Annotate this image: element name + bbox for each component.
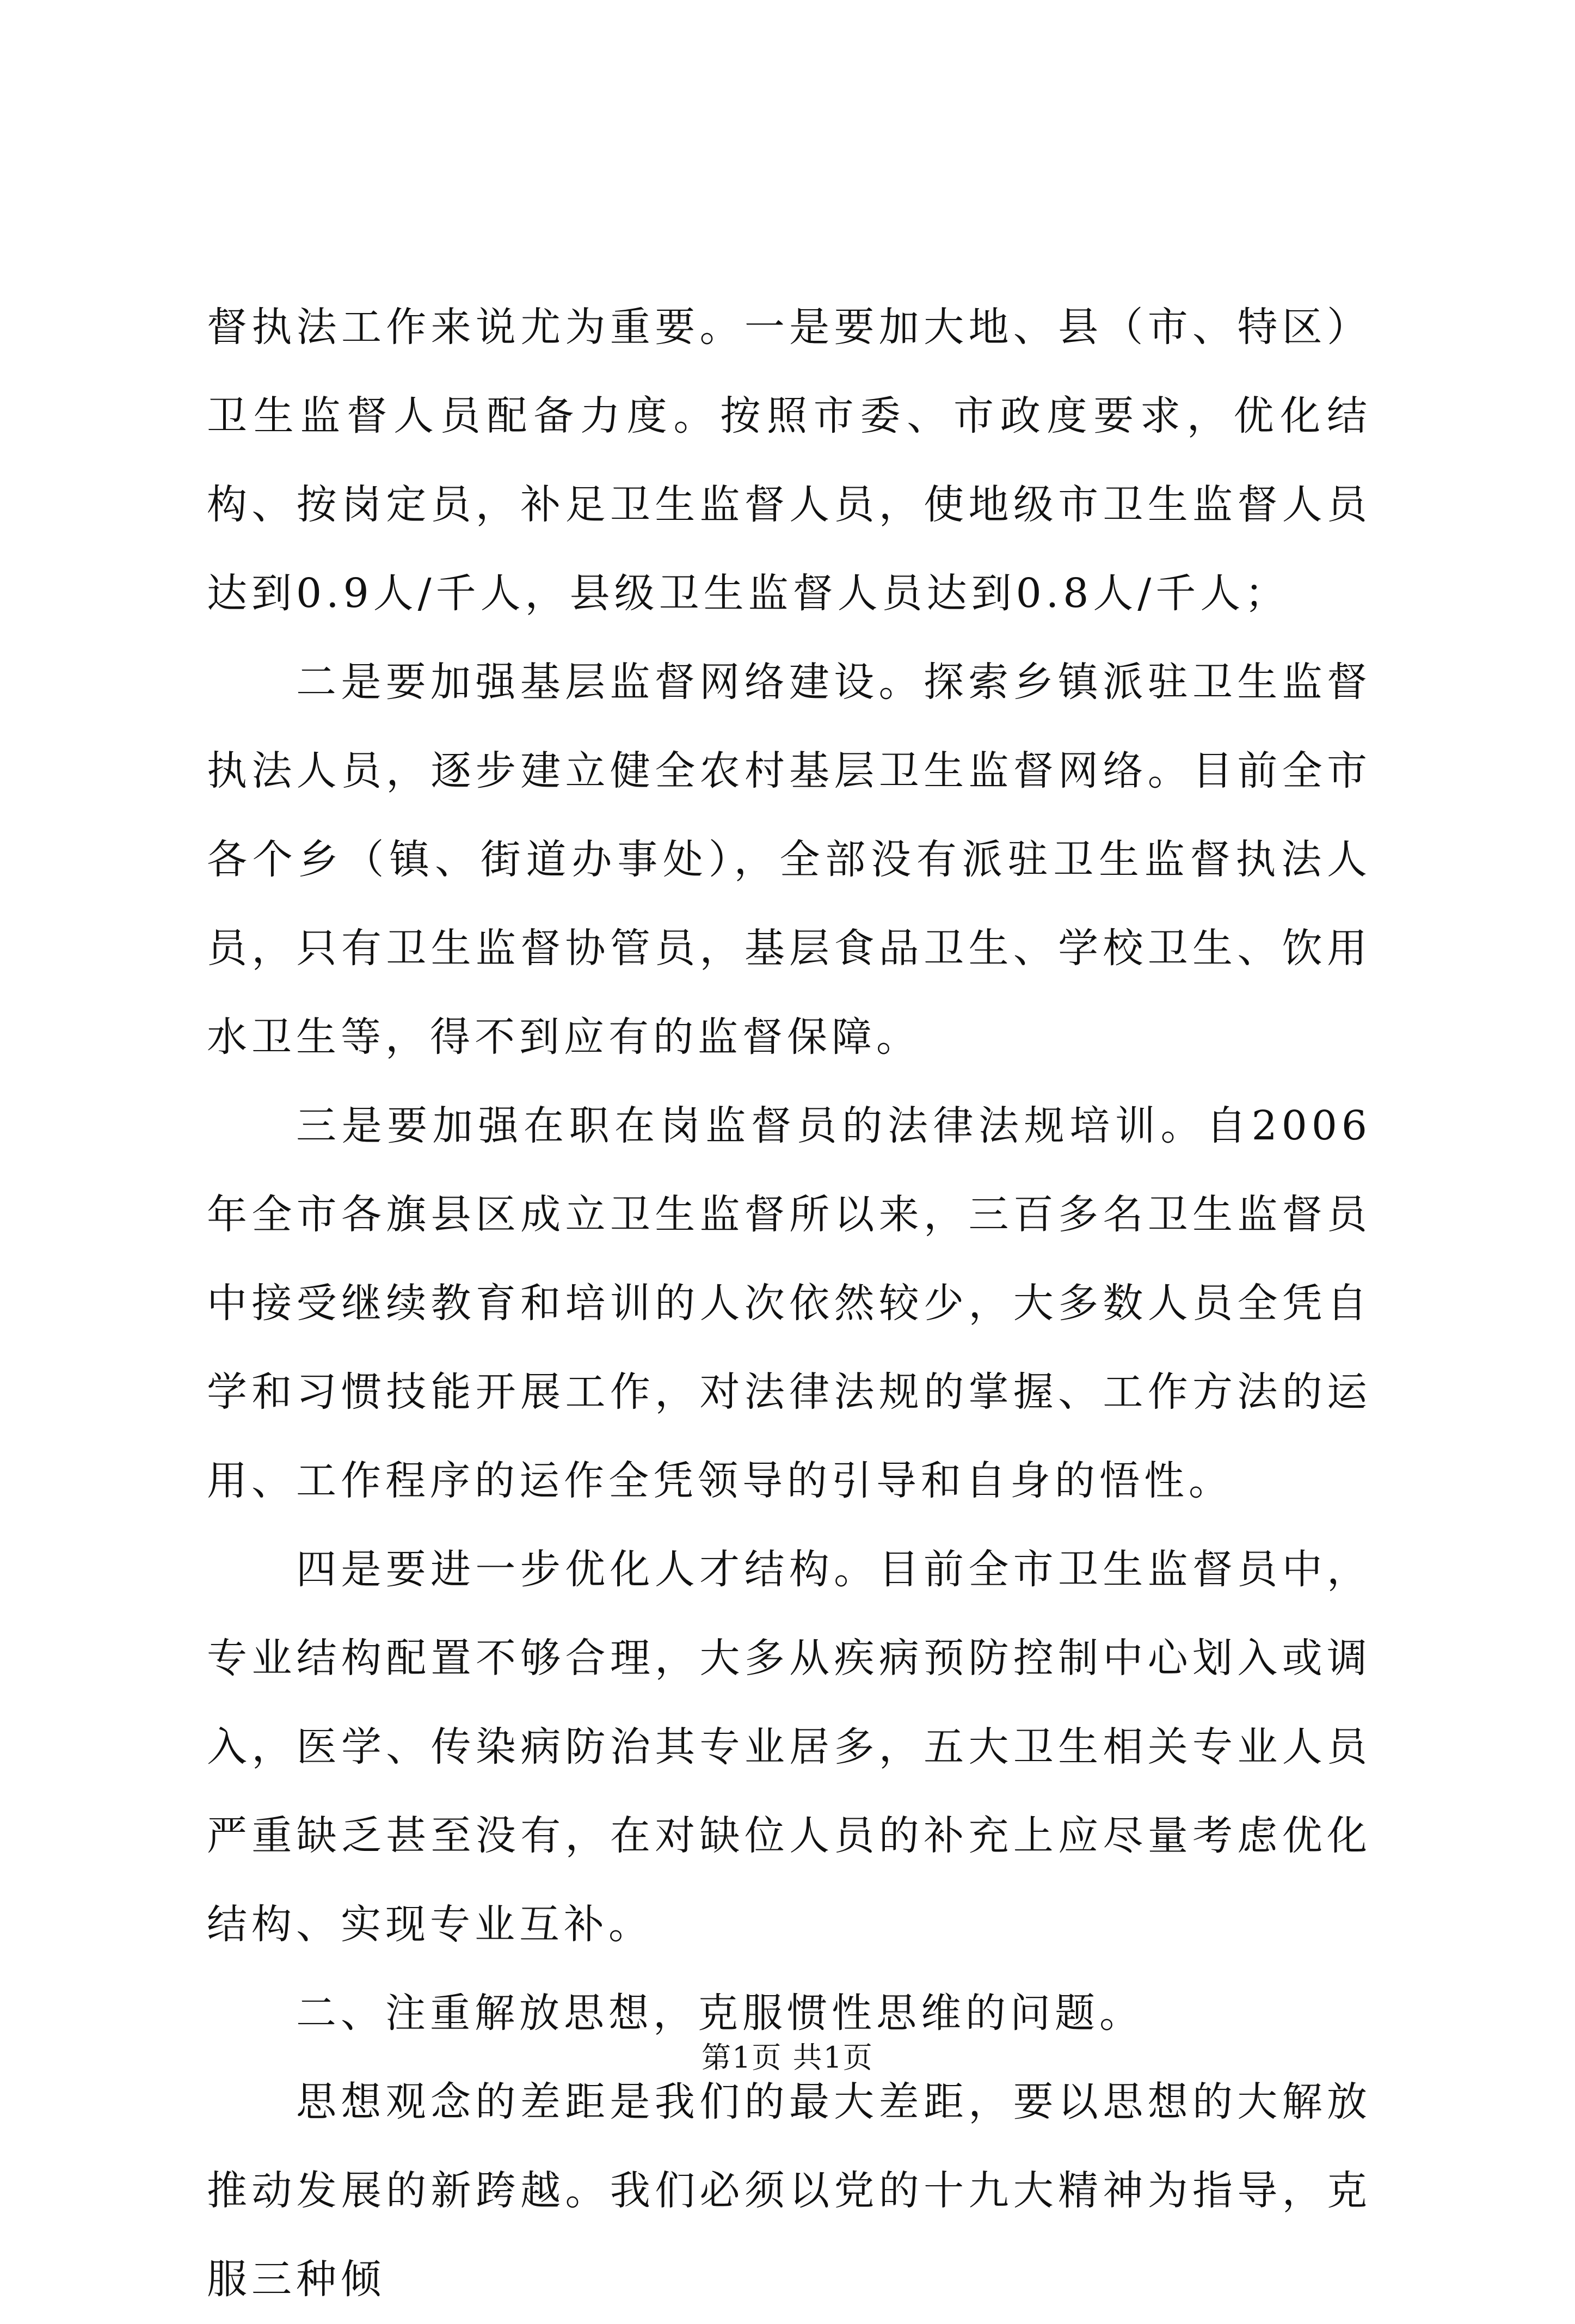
- section-heading: 二、注重解放思想，克服惯性思维的问题。: [296, 1990, 1144, 2037]
- paragraph-1: 督执法工作来说尤为重要。一是要加大地、县（市、特区）卫生监督人员配备力度。按照市委、市政度要求，优化结构、按岗定员，补足卫生监督人员，使地级市卫生监督人员达到0.9人/千人，县级卫生监督人员达到0.8人/千人；: [207, 304, 1371, 617]
- document-body: [207, 283, 1371, 2324]
- paragraph-2: 二是要加强基层监督网络建设。探索乡镇派驻卫生监督执法人员，逐步建立健全农村基层卫生监督网络。目前全市各个乡（镇、街道办事处），全部没有派驻卫生监督执法人员，只有卫生监督协管员，基层食品卫生、学校卫生、饮用水卫生等，得不到应有的监督保障。: [207, 659, 1371, 1060]
- paragraph-5: 思想观念的差距是我们的最大差距，要以思想的大解放推动发展的新跨越。我们必须以党的十九大精神为指导，克服三种倾: [207, 2078, 1371, 2303]
- page-footer: 第1页 共1页: [702, 2040, 873, 2075]
- paragraph-3: 三是要加强在职在岗监督员的法律法规培训。自2006年全市各旗县区成立卫生监督所以来，三百多名卫生监督员中接受继续教育和培训的人次依然较少，大多数人员全凭自学和习惯技能开展工作，对法律法规的掌握、工作方法的运用、工作程序的运作全凭领导的引导和自身的悟性。: [207, 1102, 1371, 1504]
- paragraph-4: 四是要进一步优化人才结构。目前全市卫生监督员中，专业结构配置不够合理，大多从疾病预防控制中心划入或调入，医学、传染病防治其专业居多，五大卫生相关专业人员严重缺乏甚至没有，在对缺位人员的补充上应尽量考虑优化结构、实现专业互补。: [207, 1546, 1371, 1948]
